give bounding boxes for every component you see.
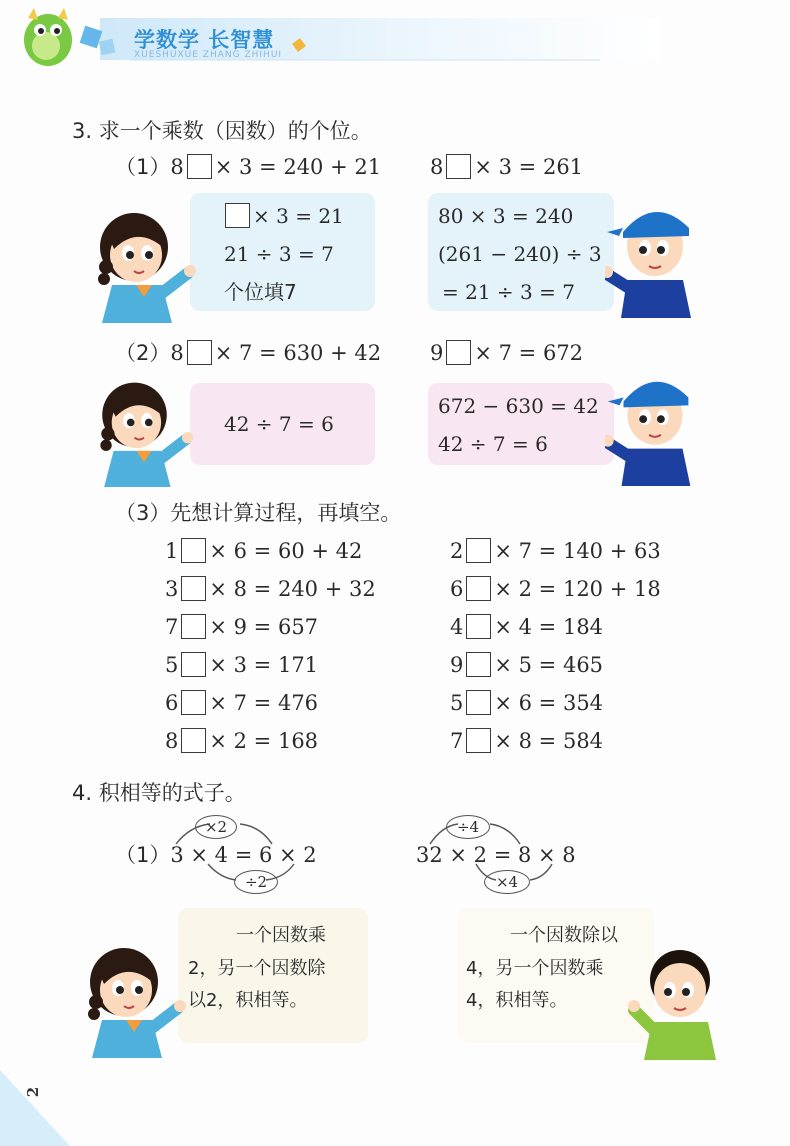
section-4-right-equation: 32 × 2 = 8 × 8 bbox=[416, 843, 576, 867]
girl-character-icon bbox=[92, 375, 196, 487]
left-top-operator-oval: ×2 bbox=[195, 815, 237, 839]
p1-girl-line-2: 21 ÷ 3 = 7 bbox=[224, 242, 334, 266]
s4-girl-line-3: 以2，积相等。 bbox=[188, 990, 308, 1011]
answer-box[interactable] bbox=[181, 576, 206, 601]
p1-girl-hint-panel bbox=[190, 193, 375, 311]
header-subtitle: XUESHUXUE ZHANG ZHIHUI bbox=[134, 50, 283, 60]
girl-character-icon bbox=[92, 205, 196, 323]
exercise-right-3: 4 × 4 = 184 bbox=[450, 615, 604, 639]
exercise-left-6: 8 × 2 = 168 bbox=[165, 729, 319, 753]
exercise-left-2: 3 × 8 = 240 + 32 bbox=[165, 577, 376, 601]
answer-box[interactable] bbox=[466, 728, 491, 753]
boy-character-icon bbox=[628, 940, 724, 1060]
answer-box[interactable] bbox=[187, 340, 212, 365]
p1-boy-line-2: (261 − 240) ÷ 3 bbox=[438, 242, 602, 266]
exercise-left-5: 6 × 7 = 476 bbox=[165, 691, 319, 715]
s4-girl-line-2: 2，另一个因数除 bbox=[188, 958, 326, 979]
answer-box[interactable] bbox=[466, 652, 491, 677]
answer-box[interactable] bbox=[181, 652, 206, 677]
header-banner bbox=[0, 0, 790, 78]
answer-box[interactable] bbox=[466, 614, 491, 639]
answer-box[interactable] bbox=[446, 340, 471, 365]
answer-box[interactable] bbox=[181, 614, 206, 639]
p2-girl-line: 42 ÷ 7 = 6 bbox=[224, 412, 334, 436]
p1-boy-hint-panel bbox=[428, 193, 614, 311]
s4-girl-hint-panel bbox=[178, 908, 368, 1043]
s4-boy-line-2: 4，另一个因数乘 bbox=[466, 958, 604, 979]
p3-instruction: （3）先想计算过程，再填空。 bbox=[115, 501, 402, 525]
right-bottom-operator-oval: ×4 bbox=[484, 870, 530, 894]
right-top-operator-oval: ÷4 bbox=[446, 815, 490, 839]
exercise-left-4: 5 × 3 = 171 bbox=[165, 653, 319, 677]
answer-box[interactable] bbox=[446, 154, 471, 179]
answer-box[interactable] bbox=[466, 690, 491, 715]
exercise-left-3: 7 × 9 = 657 bbox=[165, 615, 319, 639]
section-4-left-equation: （1）3 × 4 = 6 × 2 bbox=[115, 843, 317, 867]
s4-boy-line-1: 一个因数除以 bbox=[510, 925, 618, 946]
header-title: 学数学 长智慧 bbox=[134, 28, 275, 52]
p2-boy-hint-panel bbox=[428, 383, 614, 465]
p2-right-equation: 9 × 7 = 672 bbox=[430, 341, 584, 365]
section-3-heading: 3. 求一个乘数（因数）的个位。 bbox=[72, 119, 372, 143]
exercise-right-6: 7 × 8 = 584 bbox=[450, 729, 604, 753]
p1-girl-line-1: × 3 = 21 bbox=[222, 203, 344, 229]
s4-boy-line-3: 4，积相等。 bbox=[466, 990, 568, 1011]
girl-character-icon bbox=[82, 940, 186, 1058]
boy-character-icon bbox=[605, 368, 701, 486]
exercise-right-1: 2 × 7 = 140 + 63 bbox=[450, 539, 661, 563]
answer-box[interactable] bbox=[181, 538, 206, 563]
answer-box[interactable] bbox=[225, 203, 250, 228]
p1-boy-line-3: = 21 ÷ 3 = 7 bbox=[442, 280, 575, 304]
p1-left-equation: （1）8 × 3 = 240 + 21 bbox=[115, 155, 382, 179]
answer-box[interactable] bbox=[466, 576, 491, 601]
p1-girl-line-3: 个位填7 bbox=[224, 280, 297, 304]
left-bottom-operator-oval: ÷2 bbox=[234, 870, 278, 894]
p2-left-equation: （2）8 × 7 = 630 + 42 bbox=[115, 341, 382, 365]
answer-box[interactable] bbox=[181, 690, 206, 715]
p2-girl-hint-panel bbox=[190, 383, 375, 465]
p1-right-equation: 8 × 3 = 261 bbox=[430, 155, 584, 179]
exercise-right-2: 6 × 2 = 120 + 18 bbox=[450, 577, 661, 601]
answer-box[interactable] bbox=[181, 728, 206, 753]
p2-boy-line-2: 42 ÷ 7 = 6 bbox=[438, 432, 548, 456]
page-number: 2 bbox=[24, 1086, 43, 1098]
dragon-mascot-icon bbox=[24, 8, 72, 66]
p2-boy-line-1: 672 − 630 = 42 bbox=[438, 394, 599, 418]
s4-boy-hint-panel bbox=[458, 908, 654, 1043]
s4-girl-line-1: 一个因数乘 bbox=[236, 925, 326, 946]
page-corner-decoration bbox=[0, 1070, 70, 1146]
p1-boy-line-1: 80 × 3 = 240 bbox=[438, 204, 574, 228]
exercise-left-1: 1 × 6 = 60 + 42 bbox=[165, 539, 363, 563]
answer-box[interactable] bbox=[187, 154, 212, 179]
section-4-heading: 4. 积相等的式子。 bbox=[72, 781, 246, 805]
answer-box[interactable] bbox=[466, 538, 491, 563]
exercise-right-4: 9 × 5 = 465 bbox=[450, 653, 604, 677]
exercise-right-5: 5 × 6 = 354 bbox=[450, 691, 604, 715]
boy-character-icon bbox=[605, 198, 701, 318]
